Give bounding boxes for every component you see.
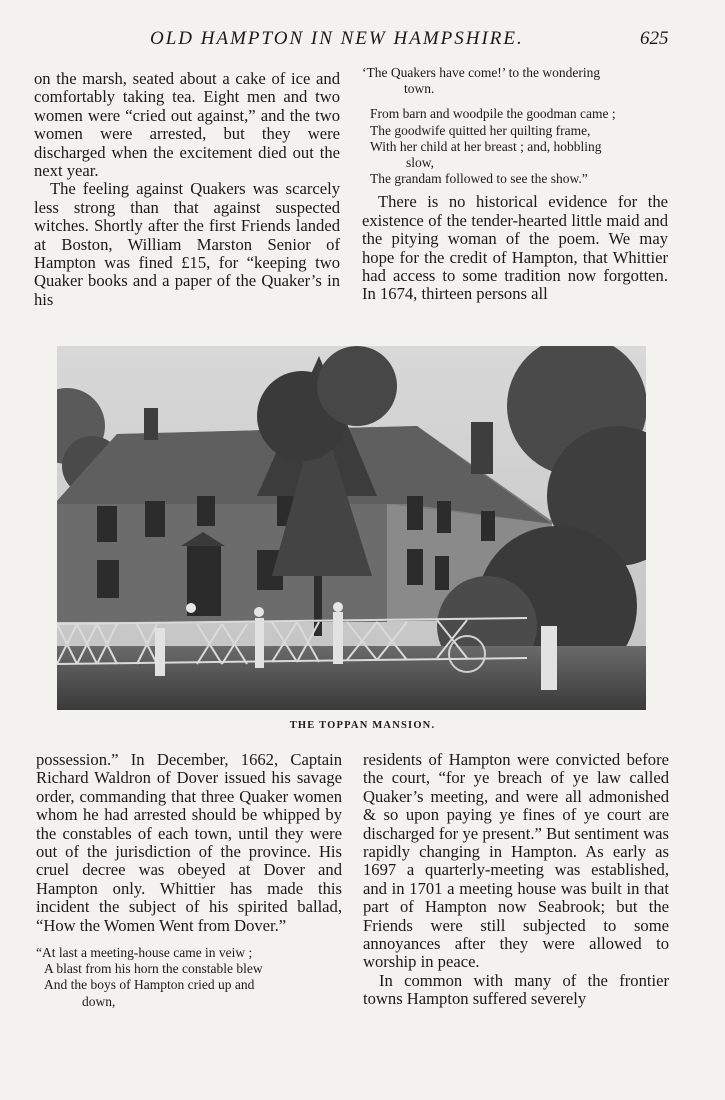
verse-line-continued: down, <box>82 993 116 1009</box>
page-number: 625 <box>640 28 669 49</box>
verse-line: And the boys of Hampton cried up and <box>44 977 255 993</box>
paragraph: In common with many of the frontier towns Hampton suffered severely <box>363 970 669 1009</box>
paragraph: possession.” In December, 1662, Captain Richard Waldron of Dover issued his savage order, commanding that three Quaker women whom he had arrested should be whipped by the constables of each town, until they were out of the jurisdiction of the province. His cruel decree was obeyed at Dover and Hampton only. Whittier has made this incident the subject of his spirited ballad, “How the Women Went from Dover.” <box>36 750 342 935</box>
verse-line: A blast from his horn the constable blew <box>44 961 263 977</box>
figure-caption: THE TOPPAN MANSION. <box>289 720 436 731</box>
verse-line-continued: slow, <box>406 155 435 171</box>
paragraph: There is no historical evidence for the existence of the tender-hearted little maid and the pitying woman of the poem. We may hope for the credit of Hampton, that Whittier had access to some tradition now forgotten. In 1674, thirteen persons all <box>362 192 668 304</box>
paragraph: residents of Hampton were convicted before the court, “for ye breach of ye law called Quaker’s meeting, and were all admonished & so upon paying ye fines of ye court are discharged for ye present.” But sentiment was rapidly changing in Hampton. As early as 1697 a quarterly-meeting was established, and in 1701 a meeting house was built in that part of Hampton now Seabrook; but the Friends were still subjected to some annoyances after they were allowed to worship in peace. <box>363 750 669 972</box>
running-title: OLD HAMPTON IN NEW HAMPSHIRE. <box>150 28 524 49</box>
verse-quote <box>362 65 668 97</box>
column-bottom-right <box>363 751 669 1009</box>
column-bottom-left <box>36 751 342 1010</box>
verse-quote <box>36 945 342 1010</box>
toppan-mansion-photo <box>57 346 646 710</box>
verse-line: The grandam followed to see the show.” <box>370 171 588 187</box>
column-top-right <box>362 65 668 304</box>
house-illustration <box>57 346 646 710</box>
paragraph: on the marsh, seated about a cake of ice and comfortably taking tea. Eight men and two women were “cried out against,” and the two women were arrested, but they were discharged when the excitement died out the next year. <box>34 69 340 181</box>
verse-line: “At last a meeting-house came in veiw ; <box>36 945 253 961</box>
column-top-left <box>34 70 340 309</box>
verse-line: The goodwife quitted her quilting frame, <box>370 122 591 138</box>
verse-line: ‘The Quakers have come!’ to the wondering <box>362 65 601 80</box>
verse-line: From barn and woodpile the goodman came ; <box>370 106 616 122</box>
paragraph: The feeling against Quakers was scarcely less strong than that against suspected witches. Shortly after the first Friends landed at Boston, William Marston Senior of Hampton was fined £15, for “keeping two Quaker books and a paper of the Quaker’s in his <box>34 179 340 309</box>
verse-quote <box>362 106 668 187</box>
verse-line: With her child at her breast ; and, hobbling <box>370 138 602 154</box>
verse-line-continued: town. <box>404 81 435 97</box>
running-header <box>0 28 725 58</box>
